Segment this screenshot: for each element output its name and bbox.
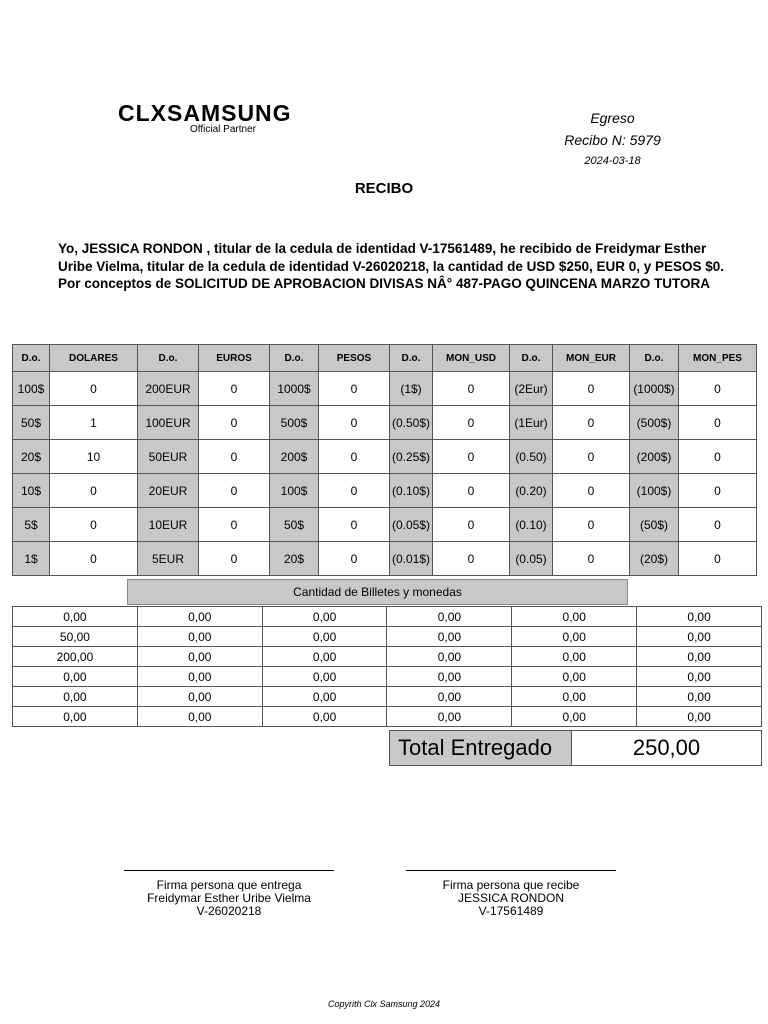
subtotal-cell: 0,00 <box>637 647 762 667</box>
logo-subtitle: Official Partner <box>190 124 256 135</box>
denomination-cell: (0.10$) <box>390 474 433 508</box>
denomination-cell: (0.10) <box>510 508 553 542</box>
denomination-cell: 50$ <box>270 508 319 542</box>
receipt-number: Recibo N: 5979 <box>564 132 661 148</box>
denomination-cell: 10$ <box>13 474 50 508</box>
quantity-cell: 0 <box>553 508 630 542</box>
denomination-cell: (1Eur) <box>510 406 553 440</box>
column-header: D.o. <box>510 345 553 372</box>
denomination-cell: 100$ <box>270 474 319 508</box>
column-header: D.o. <box>138 345 199 372</box>
denomination-cell: 1$ <box>13 542 50 576</box>
denomination-cell: (0.05) <box>510 542 553 576</box>
subtotal-cell: 0,00 <box>137 667 262 687</box>
quantity-cell: 0 <box>199 474 270 508</box>
denomination-cell: 10EUR <box>138 508 199 542</box>
logo-wordmark: CLXSAMSUNG <box>118 100 292 126</box>
subtotals-table <box>12 606 762 727</box>
subtotal-cell: 0,00 <box>262 687 387 707</box>
quantity-cell: 0 <box>199 508 270 542</box>
subtotal-cell: 0,00 <box>13 687 138 707</box>
column-header: DOLARES <box>50 345 138 372</box>
denomination-cell: (0.25$) <box>390 440 433 474</box>
signature-caption: Firma persona que entrega <box>156 878 302 892</box>
subtotal-cell: 0,00 <box>262 607 387 627</box>
denomination-cell: (200$) <box>630 440 679 474</box>
quantity-cell: 0 <box>199 440 270 474</box>
quantity-cell: 0 <box>319 440 390 474</box>
subtotal-cell: 0,00 <box>512 687 637 707</box>
quantity-cell: 0 <box>199 406 270 440</box>
subtotal-cell: 0,00 <box>262 627 387 647</box>
subtotal-cell: 0,00 <box>137 707 262 727</box>
quantity-cell: 0 <box>553 406 630 440</box>
subtotal-cell: 0,00 <box>387 647 512 667</box>
receipt-statement: Yo, JESSICA RONDON , titular de la cedula de identidad V-17561489, he recibido de Freidymar Esther Uribe Vielma, titular de la cedula de identidad V-26020218, la cantidad de USD $250, EUR 0, y PESOS $0. Por conceptos de SOLICITUD DE APROBACION DIVISAS NÂ° 487-PAGO QUINCENA MARZO TUTORA <box>58 241 725 291</box>
signature-name: JESSICA RONDON <box>457 891 565 905</box>
quantity-cell: 0 <box>433 542 510 576</box>
denomination-cell: (0.01$) <box>390 542 433 576</box>
subtotal-cell: 200,00 <box>13 647 138 667</box>
subtotal-cell: 0,00 <box>137 687 262 707</box>
page-title: RECIBO <box>354 180 414 197</box>
subtotal-cell: 0,00 <box>13 707 138 727</box>
denomination-cell: (1000$) <box>630 372 679 406</box>
copyright-footer: Copyrith Clx Samsung 2024 <box>327 999 441 1009</box>
denomination-cell: 100$ <box>13 372 50 406</box>
quantity-cell: 0 <box>553 440 630 474</box>
denomination-cell: 20$ <box>270 542 319 576</box>
column-header: D.o. <box>270 345 319 372</box>
signature-entrega <box>124 870 334 918</box>
subtotal-cell: 0,00 <box>262 667 387 687</box>
quantity-cell: 0 <box>433 508 510 542</box>
quantity-cell: 0 <box>553 474 630 508</box>
quantity-cell: 0 <box>199 372 270 406</box>
subtotal-cell: 0,00 <box>512 607 637 627</box>
subtotal-cell: 0,00 <box>137 607 262 627</box>
quantity-cell: 0 <box>319 372 390 406</box>
quantity-cell: 0 <box>679 440 757 474</box>
subtotal-cell: 0,00 <box>637 607 762 627</box>
denomination-cell: 5$ <box>13 508 50 542</box>
table-row <box>13 607 762 627</box>
total-label: Total Entregado <box>390 731 572 765</box>
table-row <box>13 627 762 647</box>
subtotal-cell: 0,00 <box>387 607 512 627</box>
subtotal-cell: 0,00 <box>512 707 637 727</box>
denomination-cell: 200EUR <box>138 372 199 406</box>
quantity-cell: 0 <box>319 406 390 440</box>
quantity-cell: 0 <box>679 542 757 576</box>
column-header: D.o. <box>390 345 433 372</box>
receipt-date: 2024-03-18 <box>584 155 641 167</box>
subtotal-cell: 0,00 <box>137 647 262 667</box>
denomination-cell: 50$ <box>13 406 50 440</box>
signature-id: V-17561489 <box>478 904 544 918</box>
table-row <box>13 707 762 727</box>
total-value: 250,00 <box>632 735 701 760</box>
table-row <box>13 542 757 576</box>
denomination-cell: (2Eur) <box>510 372 553 406</box>
table-row <box>13 440 757 474</box>
column-header: MON_EUR <box>553 345 630 372</box>
signature-recibe <box>406 870 616 918</box>
quantity-cell: 0 <box>50 542 138 576</box>
signature-id: V-26020218 <box>196 904 262 918</box>
quantity-cell: 0 <box>433 372 510 406</box>
denomination-cell: 200$ <box>270 440 319 474</box>
quantity-cell: 0 <box>319 474 390 508</box>
quantity-cell: 0 <box>553 372 630 406</box>
quantity-cell: 0 <box>319 542 390 576</box>
quantity-cell: 0 <box>319 508 390 542</box>
quantity-cell: 0 <box>679 474 757 508</box>
total-delivered <box>389 730 762 766</box>
subtotal-cell: 0,00 <box>387 667 512 687</box>
denomination-cell: (1$) <box>390 372 433 406</box>
receipt-type: Egreso <box>590 110 635 126</box>
column-header: PESOS <box>319 345 390 372</box>
quantity-cell: 0 <box>50 372 138 406</box>
table-row <box>13 667 762 687</box>
column-header: MON_USD <box>433 345 510 372</box>
denomination-cell: (100$) <box>630 474 679 508</box>
subtotal-cell: 0,00 <box>637 707 762 727</box>
signature-line <box>406 870 616 871</box>
subtotal-cell: 0,00 <box>637 667 762 687</box>
denomination-cell: (50$) <box>630 508 679 542</box>
subtotal-cell: 0,00 <box>637 627 762 647</box>
quantity-cell: 0 <box>199 542 270 576</box>
quantity-cell: 0 <box>679 372 757 406</box>
quantity-cell: 0 <box>433 406 510 440</box>
billetes-caption: Cantidad de Billetes y monedas <box>127 579 628 605</box>
quantity-cell: 0 <box>433 440 510 474</box>
table-row <box>13 508 757 542</box>
column-header: EUROS <box>199 345 270 372</box>
denomination-cell: (0.50) <box>510 440 553 474</box>
subtotal-cell: 0,00 <box>13 607 138 627</box>
denomination-cell: 500$ <box>270 406 319 440</box>
denominations-table <box>12 344 757 576</box>
quantity-cell: 0 <box>679 406 757 440</box>
quantity-cell: 0 <box>679 508 757 542</box>
subtotal-cell: 0,00 <box>262 707 387 727</box>
table-row <box>13 687 762 707</box>
subtotal-cell: 0,00 <box>387 687 512 707</box>
denomination-cell: 1000$ <box>270 372 319 406</box>
denomination-cell: (0.50$) <box>390 406 433 440</box>
denomination-cell: 20$ <box>13 440 50 474</box>
table-row <box>13 474 757 508</box>
subtotal-cell: 0,00 <box>637 687 762 707</box>
column-header: D.o. <box>13 345 50 372</box>
signature-name: Freidymar Esther Uribe Vielma <box>147 891 311 905</box>
subtotal-cell: 0,00 <box>387 707 512 727</box>
subtotal-cell: 0,00 <box>387 627 512 647</box>
subtotal-cell: 0,00 <box>262 647 387 667</box>
subtotal-cell: 50,00 <box>13 627 138 647</box>
company-logo <box>118 100 293 140</box>
denomination-cell: 5EUR <box>138 542 199 576</box>
signature-caption: Firma persona que recibe <box>442 878 580 892</box>
denomination-cell: (0.20) <box>510 474 553 508</box>
quantity-cell: 0 <box>433 474 510 508</box>
table-row <box>13 647 762 667</box>
denomination-cell: (500$) <box>630 406 679 440</box>
denomination-cell: (0.05$) <box>390 508 433 542</box>
quantity-cell: 1 <box>50 406 138 440</box>
table-row <box>13 406 757 440</box>
denomination-cell: 100EUR <box>138 406 199 440</box>
quantity-cell: 0 <box>553 542 630 576</box>
column-header: MON_PES <box>679 345 757 372</box>
quantity-cell: 0 <box>50 474 138 508</box>
denomination-cell: 50EUR <box>138 440 199 474</box>
subtotal-cell: 0,00 <box>13 667 138 687</box>
subtotal-cell: 0,00 <box>137 627 262 647</box>
table-row <box>13 372 757 406</box>
subtotal-cell: 0,00 <box>512 647 637 667</box>
signature-line <box>124 870 334 871</box>
subtotal-cell: 0,00 <box>512 627 637 647</box>
denomination-cell: 20EUR <box>138 474 199 508</box>
quantity-cell: 0 <box>50 508 138 542</box>
quantity-cell: 10 <box>50 440 138 474</box>
column-header: D.o. <box>630 345 679 372</box>
denomination-cell: (20$) <box>630 542 679 576</box>
subtotal-cell: 0,00 <box>512 667 637 687</box>
